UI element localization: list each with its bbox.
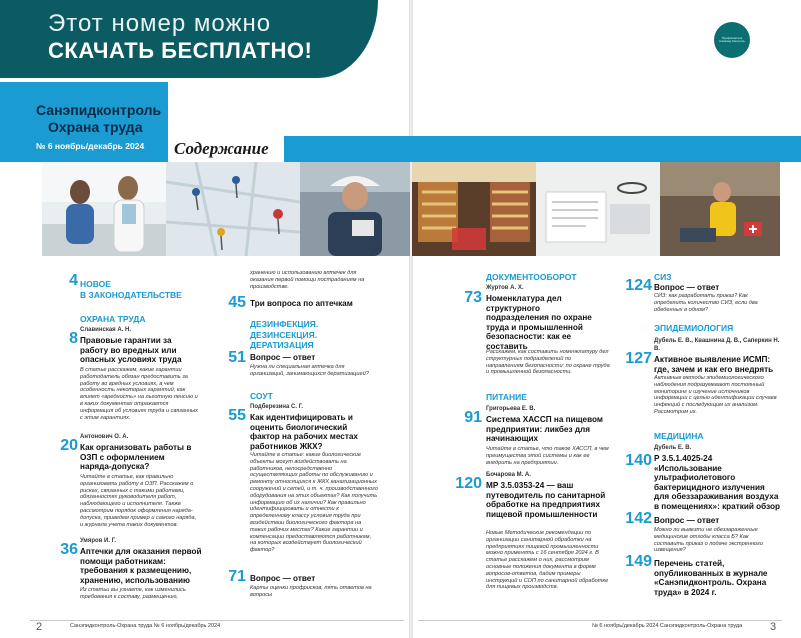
promo-line-2: СКАЧАТЬ БЕСПЛАТНО!	[48, 38, 313, 63]
article-title-biological-factor[interactable]: Как идентифицировать и оценить биологический фактор на рабочих местах работников ЖКХ?	[250, 413, 358, 451]
page-number-140: 140	[625, 452, 652, 469]
page-number-124: 124	[625, 277, 652, 294]
footer-right: № 6 ноябрь/декабрь 2024 Санэпидконтроль-Охрана труда	[592, 623, 743, 629]
article-desc: Активные методы эпидемиологического наблюдения подразумевают постоянный мониторинг и изучение источников информации с целью идентификации случаев инфекций с последующим их анализом. Рассмотрим их.	[654, 375, 777, 415]
page-number-149: 149	[625, 553, 652, 570]
article-title-first-aid-kits[interactable]: Аптечки для оказания первой помощи работникам: требования к размещению, хранению, использованию	[80, 547, 202, 585]
photo-engineer	[300, 162, 410, 256]
article-desc: В статье расскажем, какие гарантии работодатель обязан предоставить за работу во вредных условиях, в чем особенность некоторых гарантий, как влияет «вредность» на льготную пенсию и в каких документах отражается информация об условиях труда и связанных с этим гарантиях.	[80, 367, 198, 421]
article-desc-continued: хранению и использованию аптечек для оказания первой помощи постраданиям на производстве.	[250, 270, 365, 290]
footer-left: Санэпидконтроль-Охрана труда № 6 ноябрь/декабрь 2024	[70, 623, 221, 629]
article-title-qa[interactable]: Вопрос — ответ	[250, 353, 316, 362]
page-number-36: 36	[60, 541, 78, 558]
section-medicine[interactable]: МЕДИЦИНА	[654, 431, 704, 441]
photo-documents	[536, 162, 660, 256]
article-title-mr-sanitation[interactable]: МР 3.5.0353-24 — ваш путеводитель по санитарной обработке на предприятиях пищевой промышленности	[486, 481, 606, 519]
folio-left: 2	[36, 621, 43, 633]
section-nutrition[interactable]: ПИТАНИЕ	[486, 392, 527, 402]
article-desc: Новые Методические рекомендации по организации санитарной обработки на предприятиях пищевой промышленности можно применять с 16 сентября 2024 г. В статье расскажем о них, рассмотрим основные положения документа в форме вопросов-ответов, дадим примеры инструкций и СОП по санитарной обработке для пищевых производств.	[486, 530, 609, 591]
page-number-71: 71	[228, 568, 246, 585]
magazine-header	[28, 82, 168, 162]
photo-map-pins	[166, 162, 300, 256]
article-desc: Карты оценки профрисков, пять ответов на вопросы	[250, 585, 372, 598]
photo-supermarket	[412, 162, 536, 256]
article-title-articles-list[interactable]: Перечень статей, опубликованных в журнале «Санэпидконтроль. Охрана труда» в 2024 г.	[654, 559, 768, 597]
article-desc: Читайте в статье: какие биологические объекты могут воздействовать на работников, непосредственно осуществляющих работы по обслуживанию и ремонту относящихся к ЖКХ канализационных сооружений и сетей, и т. ч. производственного оборудования на этих объектах? Как получить информацию об их наличии? Как правильно идентифицировать и отнести к определенному классу условия труда при воздействии биологического фактора на таких рабочих местах? Какие гарантии и компенсации предоставляются работникам, на которых воздействует биологический фактор?	[250, 452, 378, 554]
article-title-qa[interactable]: Вопрос — ответ	[654, 283, 720, 292]
section-labor-safety[interactable]: ОХРАНА ТРУДА	[80, 314, 146, 324]
page-number-55: 55	[228, 407, 246, 424]
author: Бочарова М. А.	[486, 472, 531, 478]
page-number-20: 20	[60, 437, 78, 454]
article-title-guarantees[interactable]: Правовые гарантии за работу во вредных или опасных условиях труда	[80, 336, 182, 364]
article-title-qa[interactable]: Вопрос — ответ	[250, 574, 316, 583]
article-title-haccp[interactable]: Система ХАССП на пищевом предприятии: ликбез для начинающих	[486, 415, 603, 443]
magazine-issue: № 6 ноябрь/декабрь 2024	[36, 141, 145, 151]
article-title-uv-disinfection[interactable]: Р 3.5.1.4025-24 «Использование ультрафиолетового бактерицидного излучения для обеззараживания воздуха в помещениях»: краткий обзор	[654, 454, 781, 511]
author: Антонович О. А.	[80, 434, 129, 440]
page-number-120: 120	[455, 475, 482, 492]
page-number-4: 4	[69, 272, 78, 289]
footer-divider	[418, 620, 782, 621]
magazine-title: Санэпидконтроль	[36, 102, 162, 118]
article-title-three-questions[interactable]: Три вопроса по аптечкам	[250, 299, 353, 308]
article-title-ozp[interactable]: Как организовать работы в ОЗП с оформлением наряда-допуска?	[80, 443, 192, 471]
photo-warehouse-first-aid	[660, 162, 780, 256]
author: Славинская А. Н.	[80, 327, 131, 333]
article-desc: Расскажем, как составить номенклатуру дел структурных подразделений по направлениям безопасности: по охране труда и промышленной безопасности.	[486, 349, 610, 376]
folio-right: 3	[770, 621, 777, 633]
page-number-91: 91	[464, 409, 482, 426]
section-new-legislation[interactable]: НОВОЕ В ЗАКОНОДАТЕЛЬСТВЕ	[80, 279, 182, 300]
section-epidemiology[interactable]: ЭПИДЕМИОЛОГИЯ	[654, 323, 734, 333]
page-number-8: 8	[69, 330, 78, 347]
author: Умяров И. Г.	[80, 538, 117, 544]
logo-text: Профилактика Санэпид Контроль	[719, 35, 745, 43]
article-desc: Из статьи вы узнаете, как изменились требования к составу, размещению,	[80, 587, 186, 600]
page-number-51: 51	[228, 349, 246, 366]
article-desc: Можно ли вывезти не обеззараженные медицинские отходы класса Б? Как составить приказ о подаче экстренного извещения?	[654, 527, 763, 554]
author: Дубель Е. В., Квашнина Д. В., Саперкин Н. В.	[654, 338, 780, 352]
section-ppe[interactable]: СИЗ	[654, 272, 672, 282]
photo-doctor-patient	[42, 162, 166, 256]
article-desc: Нужна ли специальная аптечка для организаций, занимающихся дератизацией?	[250, 364, 369, 377]
author: Подберезина С. Г.	[250, 404, 304, 410]
section-sout[interactable]: СОУТ	[250, 391, 273, 401]
article-title-ismp[interactable]: Активное выявление ИСМП: где, зачем и как его внедрять	[654, 355, 774, 374]
page-number-142: 142	[625, 510, 652, 527]
publisher-logo	[714, 22, 750, 58]
download-promo-banner[interactable]	[0, 0, 378, 78]
article-title-qa[interactable]: Вопрос — ответ	[654, 516, 720, 525]
toc-heading: Содержание	[168, 136, 284, 162]
page-gutter	[409, 0, 413, 638]
page-number-45: 45	[228, 294, 246, 311]
magazine-subtitle: Охрана труда	[48, 119, 143, 135]
article-desc: СИЗ: как разработать приказ? Как определить количество СИЗ, если два обеденных в одном?	[654, 293, 758, 313]
promo-line-1: Этот номер можно	[48, 10, 272, 37]
article-title-nomenclature[interactable]: Номенклатура дел структурного подразделения по охране труда и промышленной безопасности: как ее составить	[486, 294, 592, 351]
section-disinfection[interactable]: ДЕЗИНФЕКЦИЯ. ДЕЗИНСЕКЦИЯ. ДЕРАТИЗАЦИЯ	[250, 319, 319, 350]
page-number-127: 127	[625, 350, 652, 367]
footer-divider	[30, 620, 404, 621]
section-document-flow[interactable]: ДОКУМЕНТООБОРОТ	[486, 272, 577, 282]
page-number-73: 73	[464, 289, 482, 306]
author: Григорьева Е. В.	[486, 406, 536, 412]
author: Журтов А. Х.	[486, 285, 524, 291]
article-desc: Читайте в статье, как правильно организовать работу в ОЗП. Расскажем о рисках, связанных с такими работами, обязанностях руководителя работ, наблюдающего и исполнителя. Также рассмотрим порядок оформления наряда-допуска, приведем пример и самого наряда, и журнала учета таких документов.	[80, 474, 197, 528]
article-desc: Читайте в статье, что такое ХАССП, в чем преимущества этой системы и как ее внедрить на предприятии.	[486, 446, 609, 466]
author: Дубель Е. В.	[654, 445, 692, 451]
